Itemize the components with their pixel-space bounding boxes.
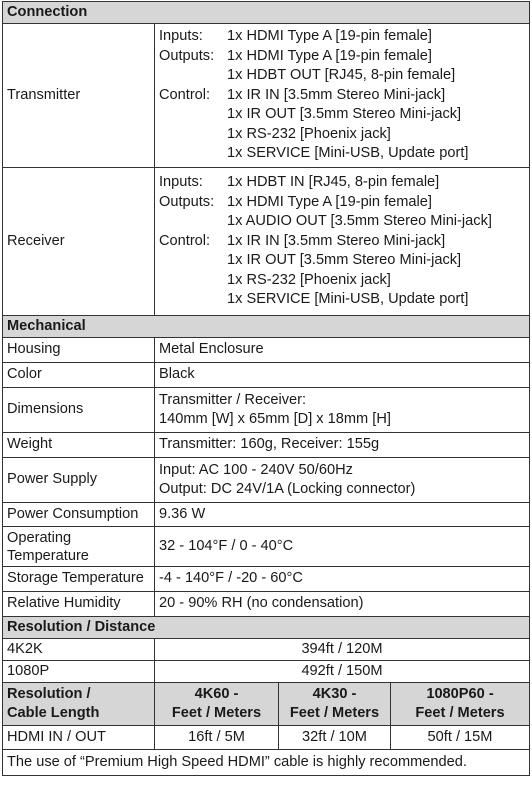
cable-header-4k60: 4K60 - Feet / Meters (155, 683, 279, 726)
cable-header-1080p60: 1080P60 - Feet / Meters (391, 683, 530, 726)
row-label: Power Supply (3, 458, 155, 503)
row-label: Dimensions (3, 388, 155, 433)
cable-value-4k30: 32ft / 10M (279, 726, 391, 750)
detail-line: 1x SERVICE [Mini-USB, Update port] (227, 145, 469, 162)
row-label: Housing (3, 338, 155, 363)
spec-table (2, 1, 530, 776)
section-title: Connection (3, 2, 530, 24)
cable-row-hdmi (3, 726, 530, 750)
spec-row-receiver (3, 168, 530, 316)
section-row-connection (3, 2, 530, 24)
row-value: 9.36 W (155, 503, 530, 527)
spec-row-power-supply (3, 458, 530, 503)
row-value: 394ft / 120M (155, 639, 530, 661)
cable-value-1080p60: 50ft / 15M (391, 726, 530, 750)
row-label: Transmitter (3, 24, 155, 168)
section-row-mechanical (3, 316, 530, 338)
row-value: Transmitter: 160g, Receiver: 155g (155, 433, 530, 458)
spec-row-housing (3, 338, 530, 363)
detail-line: 1x RS-232 [Phoenix jack] (227, 271, 391, 288)
detail-line: Inputs: 1x HDBT IN [RJ45, 8-pin female] (159, 174, 440, 191)
spec-row-humidity (3, 592, 530, 617)
detail-line: 1x IR OUT [3.5mm Stereo Mini-jack] (227, 252, 462, 269)
section-title: Resolution / Distance (3, 617, 530, 639)
row-label: Relative Humidity (3, 592, 155, 617)
spec-row-operating-temperature (3, 527, 530, 567)
row-value: Black (155, 363, 530, 388)
spec-row-transmitter (3, 24, 530, 168)
detail-line: 1x IR OUT [3.5mm Stereo Mini-jack] (227, 106, 462, 123)
row-value: -4 - 140°F / -20 - 60°C (155, 567, 530, 592)
row-label: Storage Temperature (3, 567, 155, 592)
detail-line: 1x AUDIO OUT [3.5mm Stereo Mini-jack] (227, 213, 492, 230)
detail-line: 1x HDBT OUT [RJ45, 8-pin female] (227, 67, 456, 84)
detail-line: Control: 1x IR IN [3.5mm Stereo Mini-jack] (159, 232, 446, 249)
row-label: Receiver (3, 168, 155, 316)
row-label: 4K2K (3, 639, 155, 661)
spec-row-power-consumption (3, 503, 530, 527)
receiver-details (155, 168, 530, 316)
section-title: Mechanical (3, 316, 530, 338)
cable-value-4k60: 16ft / 5M (155, 726, 279, 750)
detail-line: Outputs: 1x HDMI Type A [19-pin female] (159, 193, 432, 210)
spec-row-color (3, 363, 530, 388)
row-value: 32 - 104°F / 0 - 40°C (155, 527, 530, 567)
detail-line: 1x RS-232 [Phoenix jack] (227, 125, 391, 142)
row-label: Power Consumption (3, 503, 155, 527)
spec-row-1080p (3, 661, 530, 683)
row-value: Input: AC 100 - 240V 50/60Hz Output: DC 24V/1A (Locking connector) (155, 458, 530, 503)
row-label: 1080P (3, 661, 155, 683)
row-value: Transmitter / Receiver: 140mm [W] x 65mm [D] x 18mm [H] (155, 388, 530, 433)
spec-row-4k2k (3, 639, 530, 661)
cable-header-4k30: 4K30 - Feet / Meters (279, 683, 391, 726)
cable-header-label: Resolution / Cable Length (3, 683, 155, 726)
row-value: Metal Enclosure (155, 338, 530, 363)
spec-row-dimensions (3, 388, 530, 433)
section-row-resolution (3, 617, 530, 639)
detail-line: Control: 1x IR IN [3.5mm Stereo Mini-jack] (159, 86, 446, 103)
transmitter-details (155, 24, 530, 168)
row-value: 492ft / 150M (155, 661, 530, 683)
detail-line: Outputs: 1x HDMI Type A [19-pin female] (159, 47, 432, 64)
detail-line: Inputs: 1x HDMI Type A [19-pin female] (159, 28, 432, 45)
row-label: Color (3, 363, 155, 388)
footnote-row (3, 750, 530, 776)
row-label: Operating Temperature (3, 527, 155, 567)
row-value: 20 - 90% RH (no condensation) (155, 592, 530, 617)
cable-header-row (3, 683, 530, 726)
footnote: The use of “Premium High Speed HDMI” cable is highly recommended. (3, 750, 530, 776)
row-label: HDMI IN / OUT (3, 726, 155, 750)
spec-row-weight (3, 433, 530, 458)
row-label: Weight (3, 433, 155, 458)
detail-line: 1x SERVICE [Mini-USB, Update port] (227, 291, 469, 308)
spec-row-storage-temperature (3, 567, 530, 592)
